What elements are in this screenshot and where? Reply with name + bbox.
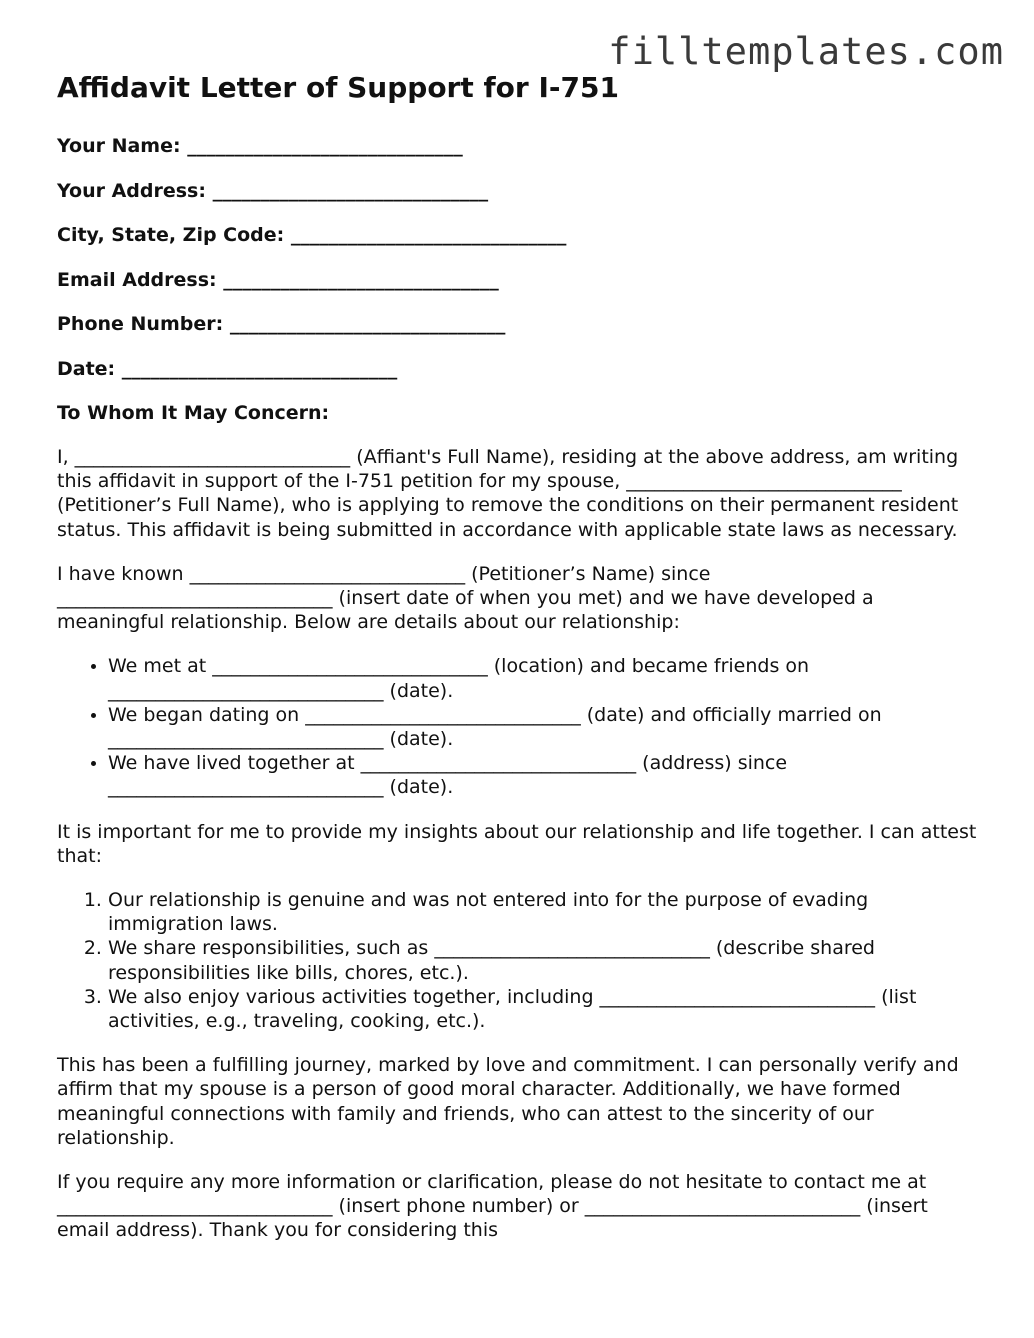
list-item: 2. We share responsibilities, such as _____________________________ (describe shared responsibilities like bills, chores, etc.). [108, 936, 982, 984]
salutation: To Whom It May Concern: [57, 402, 330, 424]
attestations-list [57, 888, 982, 1033]
your-address-field[interactable]: Your Address: _____________________________ [57, 179, 489, 202]
contact-paragraph: If you require any more information or clarification, please do not hesitate to contact me at _____________________________ (insert phone number) or _____________________________ (insert email address). Thank you for considering this [57, 1171, 928, 1242]
document-page [57, 70, 982, 1263]
journey-paragraph: This has been a fulfilling journey, marked by love and commitment. I can personally verify and affirm that my spouse is a person of good moral character. Additionally, we have formed meaningful connections with family and friends, who can attest to the sincerity of our relationship. [57, 1054, 959, 1149]
phone-number-field[interactable]: Phone Number: _____________________________ [57, 313, 506, 335]
city-state-zip-field[interactable]: City, State, Zip Code: _____________________________ [57, 224, 567, 246]
list-item: 3. We also enjoy various activities together, including _____________________________ (list activities, e.g., traveling, cooking, etc.). [108, 985, 982, 1033]
relationship-details-list [57, 654, 982, 799]
email-address-field[interactable]: Email Address: _____________________________ [57, 268, 499, 291]
list-item: 1. Our relationship is genuine and was not entered into for the purpose of evading immigration laws. [108, 888, 982, 936]
known-paragraph: I have known _____________________________ (Petitioner’s Name) since _____________________________ (insert date of when you met) and we have developed a meaningful relationship. Below are details about our relationship: [57, 562, 874, 634]
insights-paragraph: It is important for me to provide my insights about our relationship and life together. I can attest that: [57, 820, 977, 867]
list-item: • We began dating on _____________________________ (date) and officially married on _____________________________ (date). [108, 703, 982, 751]
document-title: Affidavit Letter of Support for I-751 [57, 71, 619, 104]
list-item: • We met at _____________________________ (location) and became friends on _____________________________ (date). [108, 654, 982, 702]
your-name-field[interactable]: Your Name: _____________________________ [57, 135, 463, 157]
list-item: • We have lived together at _____________________________ (address) since _____________________________ (date). [108, 751, 982, 799]
date-field[interactable]: Date: _____________________________ [57, 357, 398, 380]
intro-paragraph: I, _____________________________ (Affiant's Full Name), residing at the above address, am writing this affidavit in support of the I-751 petition for my spouse, _____________________________ (Petitioner’s Full Name), who is applying to remove the conditions on their permanent resident status. This affidavit is being submitted in accordance with applicable state laws as necessary. [57, 446, 959, 541]
watermark-text: filltemplates.com [608, 30, 1004, 73]
